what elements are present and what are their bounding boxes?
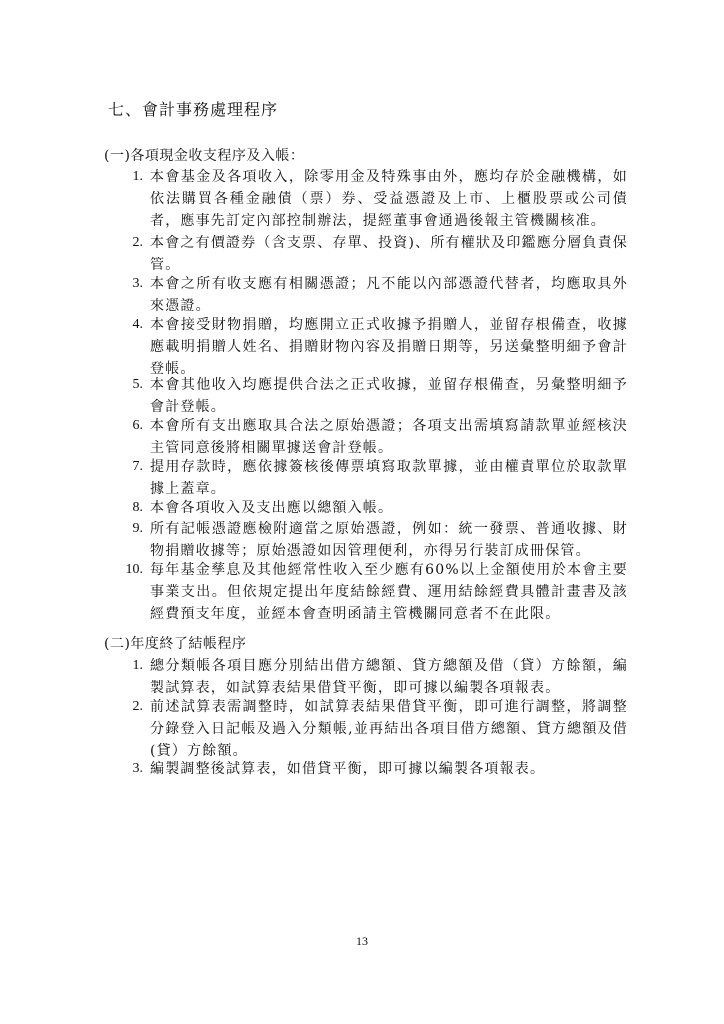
page-number: 13: [356, 934, 368, 948]
list-item: [132, 696, 628, 762]
list-item: [132, 314, 628, 380]
list-item: [132, 232, 628, 276]
list-item: [132, 166, 628, 232]
list-item: [132, 456, 628, 500]
subsection-1-title: (一)各項現金收支程序及入帳：: [104, 148, 305, 164]
list-item-number: 2.: [132, 699, 143, 714]
list-item-text: 提用存款時，應依據簽核後傳票填寫取款單據，並由權責單位於取款單據上蓋章。: [150, 459, 628, 497]
list-item-text: 本會其他收入均應提供合法之正式收據，並留存根備查，另彙整明細予會計登帳。: [150, 377, 628, 415]
list-item-number: 4.: [132, 317, 143, 332]
list-item-text: 本會之有價證券（含支票、存單、投資)、所有權狀及印鑑應分層負責保管。: [150, 235, 628, 273]
list-item-number: 8.: [132, 500, 143, 515]
subsection-2-title: (二)年度終了結帳程序: [104, 636, 247, 652]
list-item-number: 3.: [132, 761, 143, 776]
list-item-number: 5.: [132, 377, 143, 392]
list-item: [132, 497, 628, 519]
list-item-text: 編製調整後試算表，如借貸平衡，即可據以編製各項報表。: [150, 761, 546, 777]
list-item-text: 每年基金孳息及其他經常性收入至少應有60%以上金額使用於本會主要事業支出。但依規定提出年度結餘經費、運用結餘經費具體計畫書及該經費預支年度，並經本會查明函請主管機關同意者不在此限。: [150, 562, 628, 622]
list-item: [132, 758, 628, 780]
list-item-text: 本會之所有收支應有相關憑證；凡不能以內部憑證代替者，均應取具外來憑證。: [150, 276, 628, 314]
list-item: [132, 655, 628, 699]
list-item-number: 2.: [132, 235, 143, 250]
list-item-number: 6.: [132, 418, 143, 433]
list-item-text: 總分類帳各項目應分別結出借方總額、貸方總額及借（貸）方餘額，編製試算表，如試算表結果借貸平衡，即可據以編製各項報表。: [150, 658, 628, 696]
list-item-number: 3.: [132, 276, 143, 291]
list-item-text: 本會所有支出應取具合法之原始憑證；各項支出需填寫請款單並經核決主管同意後將相關單據送會計登帳。: [150, 418, 628, 456]
list-item: [132, 415, 628, 459]
list-item-number: 1.: [132, 658, 143, 673]
list-item: [125, 559, 628, 625]
list-item: [132, 273, 628, 317]
list-item-text: 本會接受財物捐贈，均應開立正式收據予捐贈人，並留存根備查，收據應載明捐贈人姓名、捐贈財物內容及捐贈日期等，另送彙整明細予會計登帳。: [150, 317, 628, 377]
list-item-text: 所有記帳憑證應檢附適當之原始憑證，例如：統一發票、普通收據、財物捐贈收據等；原始憑證如因管理便利，亦得另行裝訂成冊保管。: [150, 521, 628, 559]
list-item-text: 本會基金及各項收入，除零用金及特殊事由外，應均存於金融機構，如依法購買各種金融債（票）券、受益憑證及上市、上櫃股票或公司債者，應事先訂定內部控制辦法，提經董事會通過後報主管機關核准。: [150, 169, 628, 229]
list-item-number: 7.: [132, 459, 143, 474]
list-item-text: 前述試算表需調整時，如試算表結果借貸平衡，即可進行調整，將調整分錄登入日記帳及過入分類帳,並再結出各項目借方總額、貸方總額及借(貸）方餘額。: [150, 699, 628, 759]
list-item: [132, 374, 628, 418]
list-item-number: 9.: [132, 521, 143, 536]
list-item: [132, 518, 628, 562]
list-item-number: 10.: [125, 562, 143, 577]
list-item-text: 本會各項收入及支出應以總額入帳。: [150, 500, 394, 516]
section-heading: 七、會計事務處理程序: [108, 100, 279, 119]
list-item-number: 1.: [132, 169, 143, 184]
